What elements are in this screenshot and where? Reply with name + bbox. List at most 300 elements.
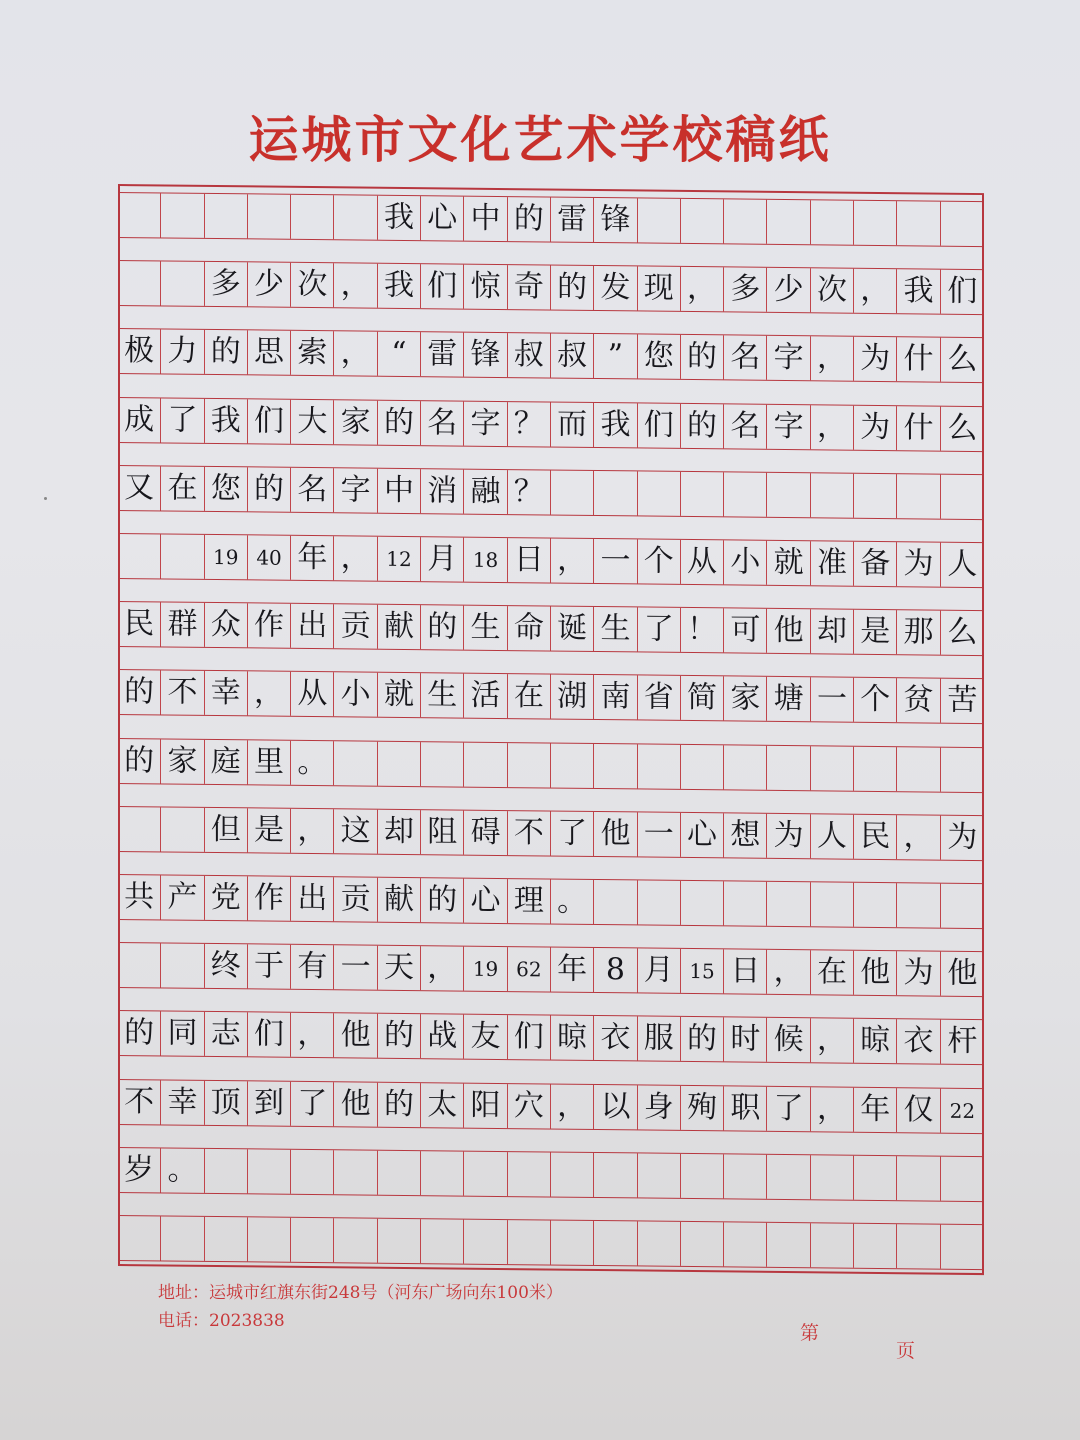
grid-cell: 名 xyxy=(291,468,334,512)
grid-cell: 少 xyxy=(248,263,291,307)
grid-cell: 碍 xyxy=(464,810,507,854)
grid-cell: 晾 xyxy=(854,1019,897,1063)
grid-cell xyxy=(551,470,594,514)
grid-cell xyxy=(767,473,810,517)
grid-cell: 群 xyxy=(161,603,204,647)
grid-cell: 家 xyxy=(724,677,767,721)
grid-cell xyxy=(941,474,984,518)
grid-cell: 民 xyxy=(118,602,161,646)
grid-cell: 志 xyxy=(205,1012,248,1056)
grid-cell: 里 xyxy=(248,740,291,784)
grid-cell xyxy=(767,1155,810,1199)
grid-cell xyxy=(854,746,897,790)
grid-cell: 名 xyxy=(724,404,767,448)
grid-cell: 大 xyxy=(291,399,334,443)
grid-cell: 什 xyxy=(897,406,940,450)
grid-cell: 年 xyxy=(551,948,594,992)
grid-cell: 的 xyxy=(118,739,161,783)
grid-cell: 思 xyxy=(248,331,291,375)
grid-cell xyxy=(118,943,161,987)
grid-cell xyxy=(594,471,637,515)
grid-cell: 的 xyxy=(248,467,291,511)
grid-cell: 40 xyxy=(248,535,291,579)
grid-cell xyxy=(724,881,767,925)
grid-cell: 多 xyxy=(724,268,767,312)
grid-cell: 为 xyxy=(854,405,897,449)
grid-cell: 衣 xyxy=(897,1020,940,1064)
grid-row xyxy=(118,601,984,656)
grid-cell: 作 xyxy=(248,876,291,920)
grid-cell: 却 xyxy=(811,609,854,653)
grid-cell: 个 xyxy=(638,539,681,583)
grid-row xyxy=(118,533,984,588)
grid-cell: 雷 xyxy=(551,198,594,242)
grid-cell: 为 xyxy=(854,337,897,381)
grid-cell: 月 xyxy=(421,537,464,581)
grid-cell: 家 xyxy=(334,400,377,444)
grid-cell xyxy=(594,880,637,924)
grid-cell: 作 xyxy=(248,604,291,648)
grid-cell: 时 xyxy=(724,1018,767,1062)
grid-cell xyxy=(767,745,810,789)
grid-row xyxy=(118,942,984,997)
grid-cell: 惊 xyxy=(464,265,507,309)
grid-cell: 是 xyxy=(248,808,291,852)
grid-cell: 人 xyxy=(811,814,854,858)
grid-cell xyxy=(464,1151,507,1195)
grid-row xyxy=(118,260,984,315)
grid-row xyxy=(118,397,984,452)
grid-cell xyxy=(161,534,204,578)
grid-cell: ， xyxy=(248,672,291,716)
grid-row xyxy=(118,1215,984,1270)
grid-cell: 们 xyxy=(508,1015,551,1059)
grid-cell: 名 xyxy=(724,336,767,380)
grid-cell: 庭 xyxy=(205,740,248,784)
grid-cell: 省 xyxy=(638,676,681,720)
grid-row xyxy=(118,1147,984,1202)
grid-row xyxy=(118,1010,984,1065)
grid-cell: 62 xyxy=(508,947,551,991)
grid-cell xyxy=(248,194,291,238)
grid-cell: 个 xyxy=(854,678,897,722)
grid-cell: 南 xyxy=(594,675,637,719)
grid-cell: 就 xyxy=(378,673,421,717)
grid-cell: 8 xyxy=(594,948,637,992)
grid-cell: 的 xyxy=(681,1017,724,1061)
grid-cell: 湖 xyxy=(551,675,594,719)
paper-speck xyxy=(44,497,47,500)
grid-cell: 您 xyxy=(638,335,681,379)
grid-cell xyxy=(897,883,940,927)
grid-cell xyxy=(378,741,421,785)
grid-cell xyxy=(724,1222,767,1266)
grid-cell xyxy=(897,201,940,245)
grid-cell: ， xyxy=(767,950,810,994)
grid-cell: 幸 xyxy=(161,1080,204,1124)
grid-cell: 阻 xyxy=(421,810,464,854)
grid-cell xyxy=(161,262,204,306)
grid-cell: 奇 xyxy=(508,265,551,309)
grid-cell: 衣 xyxy=(594,1016,637,1060)
grid-cell: 消 xyxy=(421,469,464,513)
grid-cell: 19 xyxy=(464,947,507,991)
grid-cell xyxy=(594,1153,637,1197)
grid-cell: 候 xyxy=(767,1018,810,1062)
grid-cell: 多 xyxy=(205,262,248,306)
grid-cell: 活 xyxy=(464,674,507,718)
grid-cell: ， xyxy=(334,332,377,376)
grid-cell xyxy=(551,1221,594,1265)
grid-cell xyxy=(118,193,161,237)
grid-row xyxy=(118,328,984,383)
grid-cell xyxy=(638,744,681,788)
grid-cell: 您 xyxy=(205,467,248,511)
grid-cell: 他 xyxy=(334,1082,377,1126)
grid-cell xyxy=(205,1149,248,1193)
grid-cell: 发 xyxy=(594,266,637,310)
grid-cell: 幸 xyxy=(205,671,248,715)
grid-cell xyxy=(811,746,854,790)
grid-cell: 我 xyxy=(594,403,637,447)
grid-cell xyxy=(334,741,377,785)
paper-title: 运城市文化艺术学校稿纸 xyxy=(248,110,832,169)
grid-cell xyxy=(811,1155,854,1199)
grid-cell: 职 xyxy=(724,1086,767,1130)
grid-cell: 融 xyxy=(464,469,507,513)
grid-cell: 19 xyxy=(205,535,248,579)
grid-cell xyxy=(161,193,204,237)
grid-cell xyxy=(767,200,810,244)
grid-cell: 但 xyxy=(205,808,248,852)
grid-cell: 服 xyxy=(638,1017,681,1061)
grid-cell xyxy=(638,1221,681,1265)
grid-cell: ， xyxy=(811,1019,854,1063)
grid-cell: ， xyxy=(334,536,377,580)
grid-cell xyxy=(378,1151,421,1195)
grid-cell: 那 xyxy=(897,610,940,654)
grid-cell xyxy=(811,473,854,517)
grid-cell: 苦 xyxy=(947,683,978,719)
grid-cell xyxy=(205,194,248,238)
grid-cell: 了 xyxy=(551,811,594,855)
grid-cell: 家 xyxy=(161,739,204,783)
grid-cell: 的 xyxy=(681,403,724,447)
grid-cell: 民 xyxy=(854,815,897,859)
grid-cell: 是 xyxy=(854,610,897,654)
grid-cell: 不 xyxy=(161,671,204,715)
grid-cell: 简 xyxy=(681,676,724,720)
grid-cell: 么 xyxy=(947,410,978,446)
grid-cell: ” xyxy=(594,334,637,378)
grid-cell: 众 xyxy=(205,603,248,647)
grid-row xyxy=(118,1079,984,1134)
grid-cell xyxy=(681,1154,724,1198)
page-label-prefix: 第 xyxy=(800,1322,820,1344)
grid-cell: 心 xyxy=(421,196,464,240)
grid-cell xyxy=(897,1156,940,1200)
grid-cell: 生 xyxy=(594,607,637,651)
grid-cell: 为 xyxy=(897,542,940,586)
grid-cell: ？ xyxy=(508,470,551,514)
grid-cell xyxy=(854,1156,897,1200)
grid-cell xyxy=(767,882,810,926)
grid-cell: 我 xyxy=(378,196,421,240)
grid-cell xyxy=(638,880,681,924)
grid-cell xyxy=(118,1216,161,1260)
grid-cell: 为 xyxy=(897,951,940,995)
grid-cell: 成 xyxy=(118,398,161,442)
grid-cell: 什 xyxy=(897,338,940,382)
grid-cell: 天 xyxy=(378,946,421,990)
grid-cell: 出 xyxy=(291,604,334,648)
grid-cell: 。 xyxy=(161,1148,204,1192)
grid-cell: 这 xyxy=(334,809,377,853)
grid-cell xyxy=(638,1153,681,1197)
grid-cell: ， xyxy=(811,405,854,449)
grid-cell xyxy=(334,1218,377,1262)
grid-cell: 人 xyxy=(947,546,978,582)
footer-phone: 电话：2023838 xyxy=(158,1311,285,1331)
grid-cell xyxy=(767,1223,810,1267)
grid-cell: 现 xyxy=(638,267,681,311)
grid-cell: 我 xyxy=(378,264,421,308)
grid-cell: 的 xyxy=(378,1014,421,1058)
grid-cell xyxy=(941,1225,984,1269)
grid-cell: 从 xyxy=(681,540,724,584)
grid-cell: ， xyxy=(854,269,897,313)
grid-cell: 备 xyxy=(854,542,897,586)
grid-cell xyxy=(681,199,724,243)
grid-cell xyxy=(291,195,334,239)
grid-cell: ！ xyxy=(681,608,724,652)
grid-row xyxy=(118,192,984,247)
grid-cell: 的 xyxy=(551,266,594,310)
grid-cell: ， xyxy=(291,809,334,853)
grid-cell xyxy=(594,744,637,788)
grid-cell xyxy=(854,474,897,518)
grid-cell xyxy=(161,807,204,851)
grid-row xyxy=(118,874,984,929)
grid-cell xyxy=(248,1149,291,1193)
grid-cell: 同 xyxy=(161,1012,204,1056)
grid-row xyxy=(118,465,984,520)
grid-cell: 有 xyxy=(291,945,334,989)
grid-cell: 一 xyxy=(638,812,681,856)
grid-cell xyxy=(854,883,897,927)
grid-cell: 友 xyxy=(464,1015,507,1059)
grid-cell xyxy=(638,471,681,515)
grid-cell: 锋 xyxy=(464,333,507,377)
grid-cell: 他 xyxy=(594,812,637,856)
grid-cell: ， xyxy=(681,267,724,311)
grid-cell: 命 xyxy=(508,606,551,650)
grid-cell: 终 xyxy=(205,944,248,988)
grid-cell xyxy=(508,1220,551,1264)
grid-cell: 贫 xyxy=(897,679,940,723)
grid-cell: 共 xyxy=(118,875,161,919)
grid-cell: 不 xyxy=(508,811,551,855)
grid-cell: 诞 xyxy=(551,607,594,651)
grid-cell: 少 xyxy=(767,268,810,312)
grid-cell: 想 xyxy=(724,813,767,857)
grid-cell: 仅 xyxy=(897,1088,940,1132)
grid-cell: 力 xyxy=(161,330,204,374)
grid-cell xyxy=(118,534,161,578)
grid-cell: 又 xyxy=(118,466,161,510)
grid-cell: 一 xyxy=(594,539,637,583)
grid-cell: 他 xyxy=(854,951,897,995)
grid-cell: “ xyxy=(378,332,421,376)
grid-cell xyxy=(508,743,551,787)
grid-cell: 中 xyxy=(464,197,507,241)
grid-cell: ， xyxy=(551,1084,594,1128)
grid-row xyxy=(118,738,984,793)
grid-cell: 战 xyxy=(421,1015,464,1059)
grid-cell: 为 xyxy=(947,819,978,855)
grid-cell: 贡 xyxy=(334,604,377,648)
grid-cell: 锋 xyxy=(594,198,637,242)
grid-row xyxy=(118,669,984,724)
grid-cell: 了 xyxy=(767,1086,810,1130)
grid-cell: 18 xyxy=(464,538,507,582)
grid-cell: 殉 xyxy=(681,1085,724,1129)
grid-cell: 献 xyxy=(378,878,421,922)
grid-cell: 准 xyxy=(811,541,854,585)
grid-cell xyxy=(854,201,897,245)
grid-cell: 了 xyxy=(161,398,204,442)
grid-cell xyxy=(118,261,161,305)
grid-cell: 们 xyxy=(248,1013,291,1057)
grid-cell xyxy=(464,1220,507,1264)
grid-cell xyxy=(854,1224,897,1268)
grid-cell xyxy=(811,882,854,926)
grid-cell: 么 xyxy=(947,614,978,651)
grid-cell: 的 xyxy=(118,1011,161,1055)
grid-cell: 我 xyxy=(205,399,248,443)
grid-cell: 小 xyxy=(724,540,767,584)
grid-cell: 可 xyxy=(724,609,767,653)
footer-address: 地址：运城市红旗东街248号（河东广场向东100米） xyxy=(158,1283,563,1303)
grid-cell: 太 xyxy=(421,1083,464,1127)
grid-cell xyxy=(378,1219,421,1263)
grid-cell: 雷 xyxy=(421,333,464,377)
grid-cell: 的 xyxy=(118,670,161,714)
grid-cell: 他 xyxy=(947,955,978,992)
grid-cell: 的 xyxy=(378,1082,421,1126)
grid-cell: 生 xyxy=(421,674,464,718)
grid-cell xyxy=(897,747,940,791)
grid-cell: 我 xyxy=(897,269,940,313)
grid-cell: 的 xyxy=(421,605,464,649)
grid-cell xyxy=(291,1218,334,1262)
grid-cell: 献 xyxy=(378,605,421,649)
grid-cell xyxy=(161,1216,204,1260)
grid-cell: 们 xyxy=(248,399,291,443)
grid-cell xyxy=(897,1224,940,1268)
grid-cell: 到 xyxy=(248,1081,291,1125)
grid-cell: 贡 xyxy=(334,877,377,921)
grid-cell: 。 xyxy=(551,880,594,924)
grid-cell xyxy=(421,742,464,786)
grid-cell: 而 xyxy=(551,402,594,446)
grid-cell xyxy=(248,1217,291,1261)
grid-cell xyxy=(681,472,724,516)
grid-cell: 为 xyxy=(767,814,810,858)
grid-row xyxy=(118,806,984,861)
grid-cell: 字 xyxy=(334,468,377,512)
grid-cell: 次 xyxy=(811,268,854,312)
grid-cell: ， xyxy=(811,337,854,381)
grid-cell: 塘 xyxy=(767,677,810,721)
grid-cell: 一 xyxy=(811,678,854,722)
grid-cell xyxy=(291,1150,334,1194)
grid-cell: 在 xyxy=(811,950,854,994)
grid-cell xyxy=(594,1221,637,1265)
grid-cell: 了 xyxy=(291,1081,334,1125)
grid-cell: 出 xyxy=(291,877,334,921)
grid-cell xyxy=(421,1219,464,1263)
grid-cell: 晾 xyxy=(551,1016,594,1060)
grid-cell: 在 xyxy=(508,674,551,718)
grid-cell: 的 xyxy=(681,335,724,379)
grid-cell: 的 xyxy=(421,878,464,922)
grid-cell xyxy=(681,881,724,925)
grid-cell: 们 xyxy=(947,273,978,310)
grid-cell: ， xyxy=(334,263,377,307)
grid-cell xyxy=(161,944,204,988)
grid-cell: 了 xyxy=(638,608,681,652)
grid-cell: 阳 xyxy=(464,1083,507,1127)
grid-cell: 心 xyxy=(681,813,724,857)
grid-cell: 心 xyxy=(464,879,507,923)
grid-cell: 年 xyxy=(291,536,334,580)
grid-cell: 顶 xyxy=(205,1081,248,1125)
grid-cell xyxy=(334,1150,377,1194)
grid-cell xyxy=(681,744,724,788)
grid-cell: 以 xyxy=(594,1085,637,1129)
grid-cell: ， xyxy=(291,1013,334,1057)
grid-cell: 他 xyxy=(334,1014,377,1058)
grid-cell: ， xyxy=(811,1087,854,1131)
grid-cell: 极 xyxy=(118,329,161,373)
grid-cell: 么 xyxy=(947,342,978,378)
grid-cell xyxy=(508,1152,551,1196)
grid-cell: 日 xyxy=(724,950,767,994)
grid-cell xyxy=(638,198,681,242)
grid-cell xyxy=(941,202,984,246)
grid-cell: 在 xyxy=(161,466,204,510)
grid-cell: 不 xyxy=(118,1080,161,1124)
grid-cell: 叔 xyxy=(551,334,594,378)
page-label-suffix: 页 xyxy=(896,1340,916,1362)
grid-cell: 的 xyxy=(378,400,421,444)
grid-cell: 产 xyxy=(161,875,204,919)
grid-cell xyxy=(724,472,767,516)
grid-cell: 就 xyxy=(767,541,810,585)
grid-cell: ， xyxy=(551,539,594,583)
grid-cell: 年 xyxy=(854,1087,897,1131)
grid-cell xyxy=(551,743,594,787)
grid-cell xyxy=(464,742,507,786)
grid-cell xyxy=(941,1156,984,1200)
grid-cell: 索 xyxy=(291,331,334,375)
grid-cell: 岁 xyxy=(118,1148,161,1192)
grid-cell: 理 xyxy=(508,879,551,923)
grid-cell: 穴 xyxy=(508,1084,551,1128)
grid-cell: 12 xyxy=(378,537,421,581)
grid-cell: 的 xyxy=(205,330,248,374)
